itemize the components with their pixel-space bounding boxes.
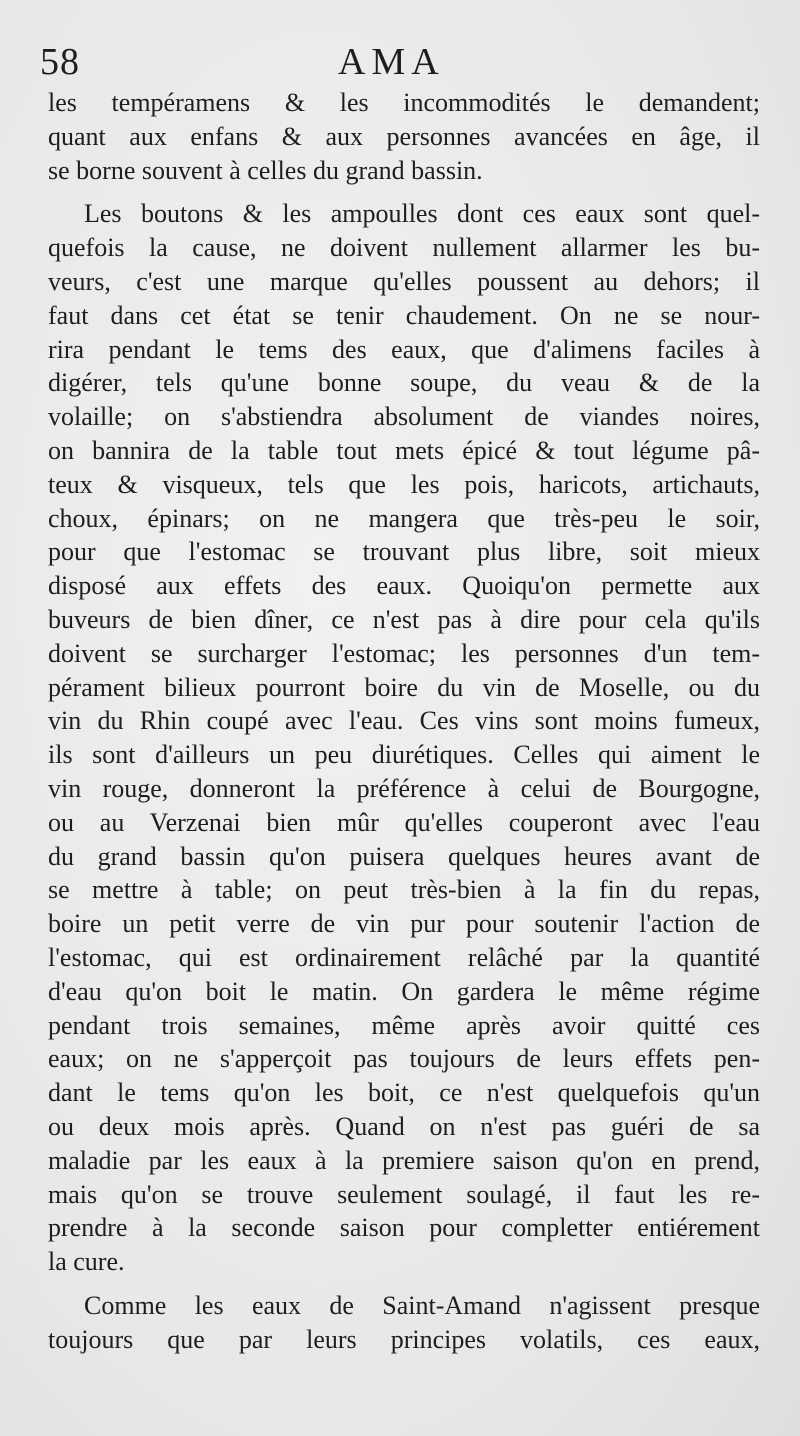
text-line: Les boutons & les ampoulles dont ces eaux sont quel- bbox=[84, 199, 760, 229]
text-line: dant le tems qu'on les boit, ce n'est quelquefois qu'un bbox=[48, 1078, 760, 1108]
text-line: doivent se surcharger l'estomac; les personnes d'un tem- bbox=[48, 638, 760, 668]
text-line: volaille; on s'abstiendra absolument de viandes noires, bbox=[48, 402, 760, 432]
text-line: Comme les eaux de Saint-Amand n'agissent presque bbox=[84, 1290, 760, 1320]
text-line: quant aux enfans & aux personnes avancées en âge, il bbox=[48, 121, 760, 151]
text-line: quefois la cause, ne doivent nullement allarmer les bu- bbox=[48, 233, 760, 263]
text-line: se mettre à table; on peut très-bien à la fin du repas, bbox=[48, 875, 760, 905]
text-line: la cure. bbox=[48, 1247, 125, 1277]
text-line: eaux; on ne s'apperçoit pas toujours de leurs effets pen- bbox=[48, 1044, 760, 1074]
text-line: mais qu'on se trouve seulement soulagé, il faut les re- bbox=[48, 1179, 760, 1209]
text-line: se borne souvent à celles du grand bassin. bbox=[48, 155, 483, 185]
running-head: AMA bbox=[338, 41, 445, 83]
text-line: d'eau qu'on boit le matin. On gardera le même régime bbox=[48, 976, 760, 1006]
text-line: pérament bilieux pourront boire du vin de Moselle, ou du bbox=[48, 672, 760, 702]
text-line: digérer, tels qu'une bonne soupe, du veau & de la bbox=[48, 368, 760, 398]
text-line: maladie par les eaux à la premiere saison qu'on en prend, bbox=[48, 1145, 760, 1175]
text-line: ils sont d'ailleurs un peu diurétiques. Celles qui aiment le bbox=[48, 740, 760, 770]
text-line: vin rouge, donneront la préférence à celui de Bourgogne, bbox=[48, 773, 760, 803]
text-line: buveurs de bien dîner, ce n'est pas à dire pour cela qu'ils bbox=[48, 604, 760, 634]
text-line: les tempéramens & les incommodités le demandent; bbox=[48, 88, 760, 117]
text-line: choux, épinars; on ne mangera que très-peu le soir, bbox=[48, 503, 760, 533]
text-line: pendant trois semaines, même après avoir quitté ces bbox=[48, 1010, 760, 1040]
text-line: rira pendant le tems des eaux, que d'alimens faciles à bbox=[48, 334, 760, 364]
text-line: toujours que par leurs principes volatils, ces eaux, bbox=[48, 1324, 760, 1354]
text-line: teux & visqueux, tels que les pois, haricots, artichauts, bbox=[48, 469, 760, 499]
text-line: faut dans cet état se tenir chaudement. On ne se nour- bbox=[48, 300, 760, 330]
text-line: l'estomac, qui est ordinairement relâché par la quantité bbox=[48, 942, 760, 972]
text-line: pour que l'estomac se trouvant plus libre, soit mieux bbox=[48, 537, 760, 567]
text-line: boire un petit verre de vin pur pour soutenir l'action de bbox=[48, 909, 760, 939]
text-line: vin du Rhin coupé avec l'eau. Ces vins sont moins fumeux, bbox=[48, 706, 760, 736]
text-line: veurs, c'est une marque qu'elles poussent au dehors; il bbox=[48, 266, 760, 296]
text-line: du grand bassin qu'on puisera quelques heures avant de bbox=[48, 841, 760, 871]
body-text bbox=[48, 86, 760, 1356]
page-header bbox=[40, 40, 780, 88]
text-line: on bannira de la table tout mets épicé & tout légume pâ- bbox=[48, 435, 760, 465]
text-line: ou au Verzenai bien mûr qu'elles couperont avec l'eau bbox=[48, 807, 760, 837]
page-number: 58 bbox=[40, 41, 80, 83]
text-line: prendre à la seconde saison pour completter entiérement bbox=[48, 1213, 760, 1243]
text-line: ou deux mois après. Quand on n'est pas guéri de sa bbox=[48, 1111, 760, 1141]
text-line: disposé aux effets des eaux. Quoiqu'on permette aux bbox=[48, 571, 760, 601]
